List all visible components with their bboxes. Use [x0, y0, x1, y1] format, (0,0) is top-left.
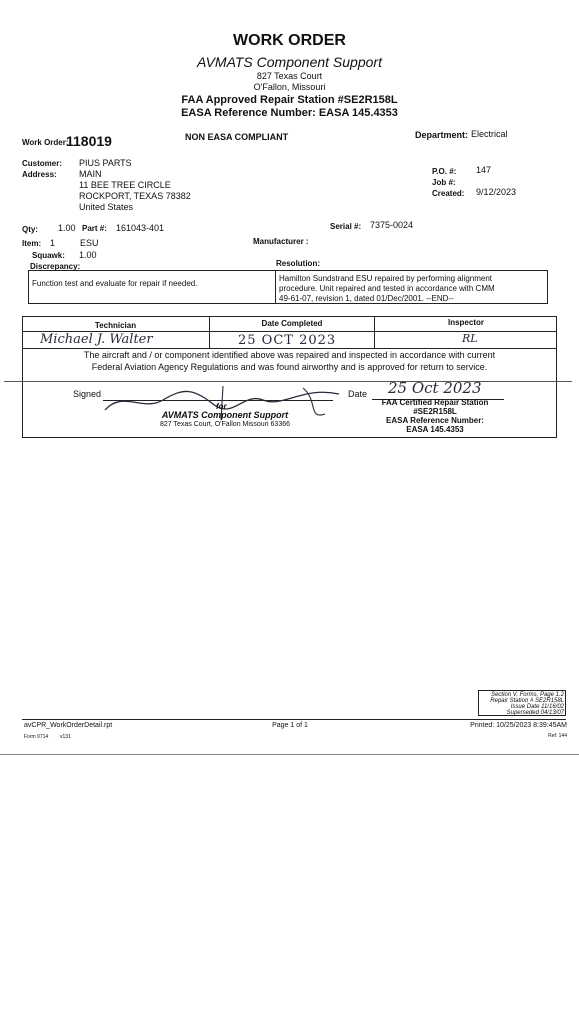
job-label: Job #: [432, 178, 456, 187]
squawk-value: 1.00 [79, 250, 97, 260]
for-label: for [216, 402, 227, 411]
serial-label: Serial #: [330, 222, 362, 231]
cert-line-2: #SE2R158L [413, 407, 457, 416]
form-version: v131 [60, 734, 71, 740]
address-line-4: United States [79, 202, 134, 212]
serial-value: 7375-0024 [370, 220, 414, 230]
customer-label: Customer: [22, 159, 63, 168]
signoff-company-address: 827 Texas Court, O'Fallon Missouri 63366 [160, 421, 290, 428]
date-completed-header: Date Completed [261, 319, 323, 328]
address-line-3: ROCKPORT, TEXAS 78382 [79, 191, 191, 201]
part-number-label: Part #: [82, 224, 107, 233]
box-divider [275, 270, 276, 304]
customer-value: PIUS PARTS [79, 158, 132, 168]
part-number-value: 161043-401 [116, 223, 165, 233]
company-address-line1: 827 Texas Court [256, 71, 323, 81]
resolution-line-3: 49-61-07, revision 1, dated 01/Dec/2001. --END-- [279, 294, 454, 303]
section-line-1: Section V, Forms, Page 1.2 [491, 692, 564, 698]
date-label: Date [348, 389, 368, 399]
statement-line-1: The aircraft and / or component identified above was repaired and inspected in accordance with current [83, 350, 496, 360]
resolution-line-1: Hamilton Sundstrand ESU repaired by performing alignment [279, 274, 492, 283]
inspector-initials: RL [462, 332, 478, 345]
item-description: ESU [80, 238, 99, 248]
form-label: Form 9714 [24, 734, 49, 740]
company-address-line2: O'Fallon, Missouri [253, 82, 326, 92]
cert-line-3: EASA Reference Number: [386, 416, 484, 425]
inspector-header: Inspector [447, 318, 484, 327]
footer-rule [22, 719, 566, 720]
department-value: Electrical [471, 129, 508, 139]
report-name: avCPR_WorkOrderDetail.rpt [24, 722, 113, 729]
department-label: Department: [415, 130, 469, 140]
item-label: Item: [22, 239, 42, 248]
date-handwritten: 25 Oct 2023 [388, 379, 482, 397]
signoff-company-name: AVMATS Component Support [161, 410, 289, 420]
signed-label: Signed [73, 389, 102, 399]
statement-line-2: Federal Aviation Agency Regulations and was found airworthy and is approved for return to service. [91, 362, 488, 372]
cert-line-1: FAA Certified Repair Station [381, 398, 489, 407]
address-line-2: 11 BEE TREE CIRCLE [79, 180, 171, 190]
ref-number: Ref: 144 [548, 733, 567, 739]
technician-signature: Michael J. Walter [40, 332, 153, 347]
po-value: 147 [476, 165, 492, 175]
manufacturer-label: Manufacturer : [253, 237, 309, 246]
work-order-label: Work Order: [22, 138, 69, 147]
work-order-number: 118019 [66, 133, 112, 149]
po-label: P.O. #: [432, 167, 457, 176]
easa-reference: EASA Reference Number: EASA 145.4353 [181, 107, 398, 119]
resolution-line-2: procedure. Unit repaired and tested in accordance with CMM [279, 284, 495, 293]
section-line-4: Superseded 04/13/07 [506, 710, 564, 716]
address-line-1: MAIN [79, 169, 102, 179]
qty-value: 1.00 [58, 223, 76, 233]
company-name: AVMATS Component Support [197, 54, 382, 70]
item-value: 1 [50, 238, 56, 248]
compliance-status: NON EASA COMPLIANT [185, 132, 289, 142]
resolution-label: Resolution: [276, 259, 320, 268]
page-number: Page 1 of 1 [272, 722, 308, 729]
cert-line-4: EASA 145.4353 [406, 425, 464, 434]
signoff-row-rule [22, 348, 557, 349]
document-title: WORK ORDER [233, 32, 346, 49]
qty-label: Qty: [22, 225, 38, 234]
technician-header: Technician [94, 321, 137, 330]
section-line-2: Repair Station # SE2R158L [490, 698, 564, 704]
page-bottom-edge [0, 754, 579, 755]
section-line-3: Issue Date 11/16/02 [510, 704, 564, 710]
address-label: Address: [22, 170, 57, 179]
squawk-label: Squawk: [32, 251, 65, 260]
date-completed-handwritten: 25 OCT 2023 [238, 333, 337, 348]
discrepancy-text: Function test and evaluate for repair if needed. [32, 279, 198, 288]
discrepancy-label: Discrepancy: [30, 262, 81, 271]
printed-timestamp: Printed: 10/25/2023 8:39:45AM [470, 722, 567, 729]
faa-repair-station: FAA Approved Repair Station #SE2R158L [181, 94, 398, 106]
created-value: 9/12/2023 [476, 187, 517, 197]
created-label: Created: [432, 189, 465, 198]
